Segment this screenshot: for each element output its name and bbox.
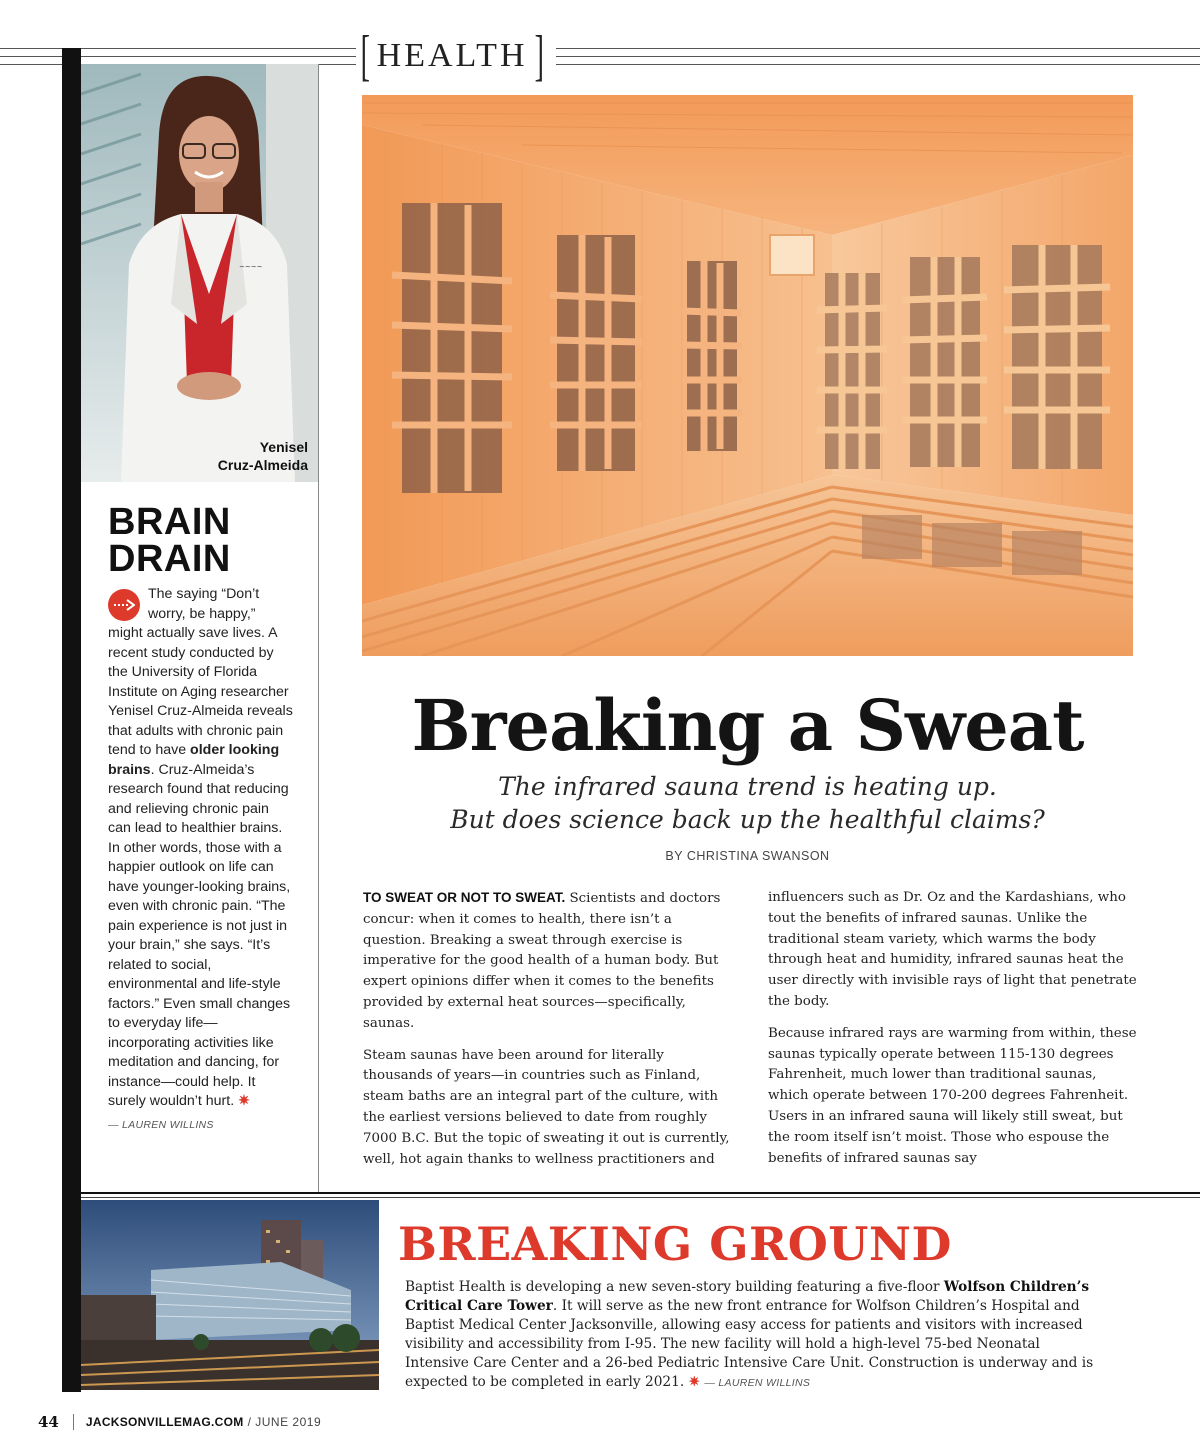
breaking-ground-text: . It will serve as the new front entrance for Wolfson Children’s Hospital and Baptist Medical Center Jacksonville, allowing easy access for patients and visitors with increased visibility and accessibility from I-95. The new facility will hold a high-level 75-bed Neonatal Intensive Care Center and a 26-bed Pediatric Intensive Care Unit. Construction is underway and is expected to be completed in early 2021. [405,1298,1094,1390]
header-rule [556,56,1200,57]
sidebar-body-text: . Cruz-Almeida’s research found that reducing and relieving chronic pain can lead to healthier brains. In other words, those with a happier outlook on life can have younger-looking brains, even with chronic pain. “The pain experience is not just in your brain,” she says. “It’s related to social, environmental and life-style factors.” Even small changes to everyday life—incorporating activities like meditation and dancing, for instance—could help. It surely wouldn’t hurt. [108,761,291,1109]
sidebar-title-line: BRAIN [108,501,231,543]
breaking-ground-body [405,1278,1105,1393]
page-edge-bar [62,48,81,1392]
section-divider [81,1197,1200,1198]
article-headline: Breaking a Sweat [411,684,1084,767]
breaking-ground-bold: Wolfson Children’s Critical Care Tower [405,1279,1090,1314]
footer-website-link[interactable]: JACKSONVILLEMAG.COM [85,1415,244,1429]
caption-first-name: Yenisel [259,439,308,455]
header-rule [556,48,1200,49]
hospital-rendering-photo [81,1200,379,1390]
portrait-photo [81,64,318,482]
svg-text:~~~~: ~~~~ [239,263,263,271]
breaking-ground-text: Baptist Health is developing a new seven-story building featuring a five-floor [405,1279,944,1295]
page-footer [38,1413,321,1431]
article-column-1 [363,888,733,1181]
article-text: Scientists and doctors concur: when it comes to health, there isn’t a question. Breaking a sweat through exercise is imperative for the good health of a human body. But expert opinions differ when it comes to the benefits provided by external heat sources—specifically, saunas. [363,891,721,1031]
article-dek [362,770,1133,836]
starburst-icon: ✷ [238,1093,251,1109]
footer-separator [73,1414,74,1430]
sauna-photo [362,95,1133,656]
page-number: 44 [38,1413,59,1431]
starburst-icon: ✷ [688,1374,701,1390]
article-paragraph: Steam saunas have been around for literally thousands of years—in countries such as Finland, steam baths are an integral part of the culture, with the earliest versions believed to date from roughly 7000 B.C. But the topic of sweating it out is currently, well, hot again thanks to wellness practitioners and [363,1047,730,1167]
dek-line: But does science back up the healthful claims? [450,805,1045,834]
footer-date: / JUNE 2019 [247,1415,322,1429]
breaking-ground-byline: — LAUREN WILLINS [704,1377,811,1389]
photo-caption [190,438,308,474]
sidebar-body-bold: older looking brains [108,742,280,778]
article-byline: BY CHRISTINA SWANSON [665,849,830,863]
section-divider [81,1192,1200,1194]
sidebar-title [108,501,231,580]
section-tag: [ HEALTH ] [360,25,544,87]
header-rule [0,56,356,57]
caption-last-name: Cruz-Almeida [217,457,308,473]
article-paragraph: influencers such as Dr. Oz and the Kardashians, who tout the benefits of infrared saunas. Unlike the traditional steam variety, which warms the body through heat and humidity, infrared saunas heat the user directly with invisible rays of light that penetrate the body. [768,890,1137,1009]
breaking-ground-title: BREAKING GROUND [398,1217,952,1271]
header-rule [556,64,1200,65]
sidebar-divider [318,64,319,1192]
article-paragraph [363,888,733,1035]
sidebar-body [108,585,294,1135]
header-rule [0,48,356,49]
sidebar-title-line: DRAIN [108,538,231,580]
article-paragraph: Because infrared rays are warming from within, these saunas typically operate between 115-130 degrees Fahrenheit, much lower than traditional saunas, which operate between 170-200 degrees Fahrenheit. Users in an infrared sauna will likely still sweat, but the room itself isn’t moist. Those who espouse the benefits of infrared saunas say [768,1025,1137,1166]
sidebar-byline: — LAUREN WILLINS [108,1118,214,1131]
sidebar-body-text: The saying “Don’t worry, be happy,” might actually save lives. A recent study conducted by the University of Florida Institute on Aging researcher Yenisel Cruz-Almeida reveals that adults with chronic pain tend to have [108,586,293,758]
dek-line: The infrared sauna trend is heating up. [498,772,997,801]
article-column-2 [768,888,1138,1180]
right-arrow-icon [108,589,140,621]
article-lead-in: TO SWEAT OR NOT TO SWEAT. [363,890,566,905]
section-label: HEALTH [376,37,528,74]
